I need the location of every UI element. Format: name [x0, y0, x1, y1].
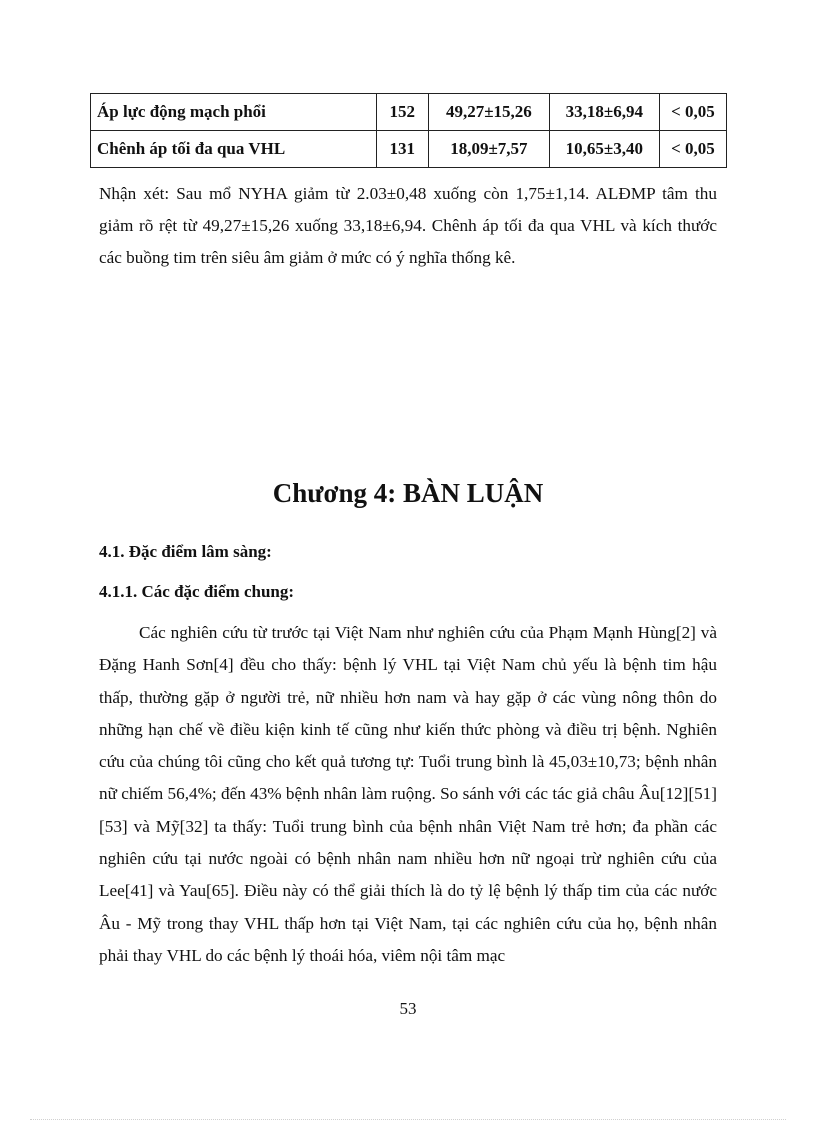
table-row [91, 131, 727, 168]
table-cell-n: 152 [376, 94, 429, 131]
table-cell-n: 131 [376, 131, 429, 168]
body-paragraph: Các nghiên cứu từ trước tại Việt Nam như nghiên cứu của Phạm Mạnh Hùng[2] và Đặng Hanh Sơn[4] đều cho thấy: bệnh lý VHL tại Việt Nam chủ yếu là bệnh tim hậu thấp, thường gặp ở người trẻ, nữ nhiều hơn nam và hay gặp ở các vùng nông thôn do những hạn chế về điều kiện kinh tế cũng như kiến thức phòng và điều trị bệnh. Nghiên cứu của chúng tôi cũng cho kết quả tương tự: Tuổi trung bình là 45,03±10,73; bệnh nhân nữ chiếm 56,4%; đến 43% bệnh nhân làm ruộng. So sánh với các tác giả châu Âu[12][51][53] và Mỹ[32] ta thấy: Tuổi trung bình của bệnh nhân Việt Nam trẻ hơn; đa phần các nghiên cứu tại nước ngoài có bệnh nhân nam nhiều hơn nữ ngoại trừ nghiên cứu của Lee[41] và Yau[65]. Điều này có thể giải thích là do tỷ lệ bệnh lý thấp tim của các nước Âu - Mỹ trong thay VHL thấp hơn tại Việt Nam, tại các nghiên cứu của họ, bệnh nhân phải thay VHL do các bệnh lý thoái hóa, viêm nội tâm mạc [99, 623, 717, 965]
section-heading: 4.1. Đặc điểm lâm sàng: [99, 542, 272, 561]
table-note: Nhận xét: Sau mổ NYHA giảm từ 2.03±0,48 xuống còn 1,75±1,14. ALĐMP tâm thu giảm rõ rệt từ 49,27±15,26 xuống 33,18±6,94. Chênh áp tối đa qua VHL và kích thước các buồng tim trên siêu âm giảm ở mức có ý nghĩa thống kê. [99, 184, 717, 267]
results-table [90, 93, 727, 168]
page-number: 53 [399, 999, 417, 1018]
table-cell-after: 33,18±6,94 [549, 94, 659, 131]
subsection-heading: 4.1.1. Các đặc điểm chung: [99, 582, 295, 601]
table-cell-after: 10,65±3,40 [549, 131, 659, 168]
table-cell-p-value: < 0,05 [659, 94, 726, 131]
table-cell-label: Áp lực động mạch phổi [91, 94, 377, 131]
table-cell-p-value: < 0,05 [659, 131, 726, 168]
table-cell-label: Chênh áp tối đa qua VHL [91, 131, 377, 168]
table-cell-before: 18,09±7,57 [429, 131, 550, 168]
page-bottom-divider [30, 1119, 786, 1120]
table-row [91, 94, 727, 131]
table-cell-before: 49,27±15,26 [429, 94, 550, 131]
chapter-title: Chương 4: BÀN LUẬN [272, 478, 544, 508]
